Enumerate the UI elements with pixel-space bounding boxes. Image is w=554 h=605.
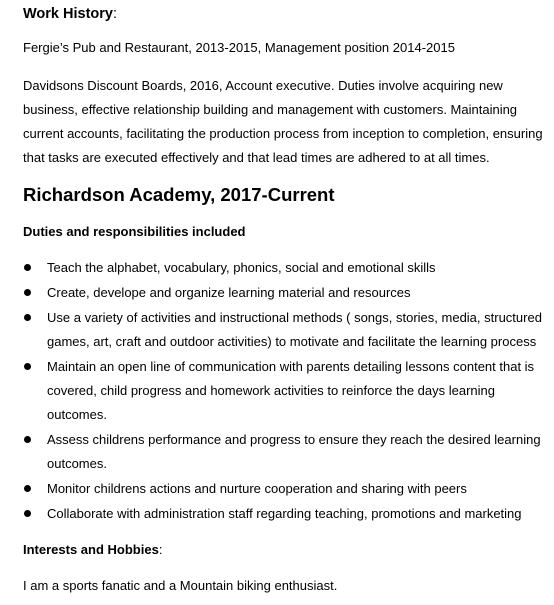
duty-item <box>0 256 554 280</box>
work-entry-fergies: Fergie’s Pub and Restaurant, 2013-2015, Management position 2014-2015 <box>23 40 455 55</box>
duties-heading: Duties and responsibilities included <box>23 224 246 239</box>
interests-text: I am a sports fanatic and a Mountain biking enthusiast. <box>23 578 338 593</box>
duty-item <box>0 281 554 305</box>
interests-heading-colon: : <box>158 542 163 557</box>
duty-item <box>0 477 554 501</box>
duty-line: Monitor childrens actions and nurture cooperation and sharing with peers <box>47 481 467 496</box>
work-entry-davidsons-line: business, effective relationship building and management with customers. Maintaining <box>23 102 518 117</box>
bullet-icon <box>24 363 31 370</box>
duty-line: outcomes. <box>47 407 107 422</box>
work-entry-davidsons-line: current accounts, facilitating the production process from inception to completion, ensuring <box>23 126 543 141</box>
duty-line: Assess childrens performance and progress to ensure they reach the desired learning <box>47 432 541 447</box>
duties-list <box>0 256 554 527</box>
duty-line: covered, child progress and homework activities to reinforce the days learning <box>47 383 496 398</box>
bullet-icon <box>24 289 31 296</box>
bullet-icon <box>24 436 31 443</box>
duty-line: Teach the alphabet, vocabulary, phonics, social and emotional skills <box>47 260 436 275</box>
work-history-heading <box>23 6 117 22</box>
bullet-icon <box>24 264 31 271</box>
duty-item <box>0 306 554 354</box>
duty-item <box>0 428 554 476</box>
duty-line: Collaborate with administration staff regarding teaching, promotions and marketing <box>47 506 522 521</box>
bullet-icon <box>24 314 31 321</box>
bullet-icon <box>24 485 31 492</box>
work-history-heading-text: Work History <box>23 6 113 22</box>
duty-line: Use a variety of activities and instructional methods ( songs, stories, media, structured <box>47 310 542 325</box>
work-history-heading-colon: : <box>112 6 118 22</box>
interests-heading-text: Interests and Hobbies <box>23 542 159 557</box>
duty-line: games, art, craft and outdoor activities) to motivate and facilitate the learning process <box>47 334 537 349</box>
duty-line: Create, develope and organize learning material and resources <box>47 285 411 300</box>
work-entry-davidsons-line: Davidsons Discount Boards, 2016, Account executive. Duties involve acquiring new <box>23 78 503 93</box>
academy-title: Richardson Academy, 2017-Current <box>23 184 335 205</box>
duty-line: outcomes. <box>47 456 107 471</box>
duty-item <box>0 355 554 427</box>
interests-heading <box>23 542 162 557</box>
duty-item <box>0 502 554 526</box>
work-entry-davidsons <box>23 74 543 170</box>
bullet-icon <box>24 510 31 517</box>
duty-line: Maintain an open line of communication with parents detailing lessons content that is <box>47 359 535 374</box>
work-entry-davidsons-line: that tasks are executed effectively and that lead times are adhered to at all times. <box>23 150 490 165</box>
